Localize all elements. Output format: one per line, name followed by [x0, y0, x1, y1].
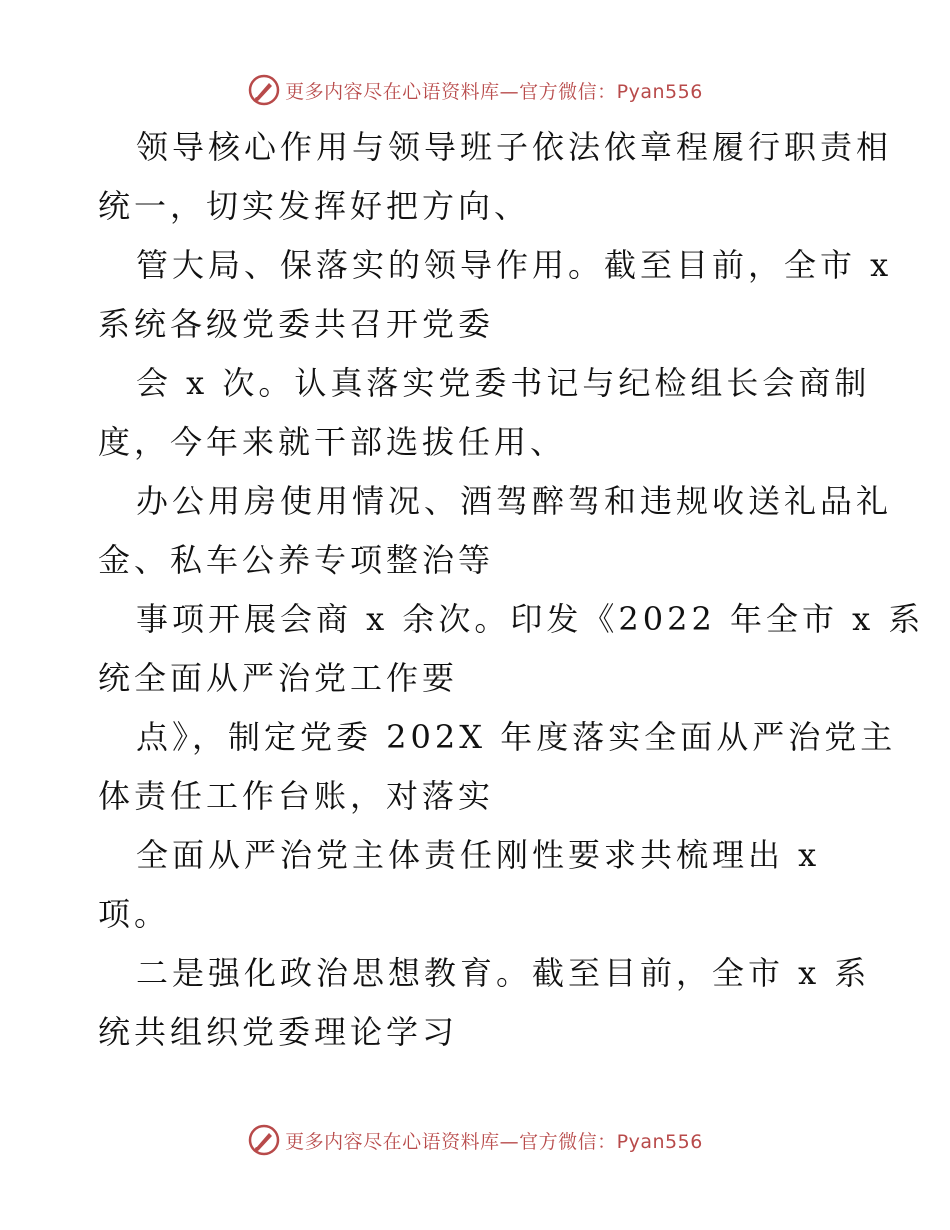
text-line: 事项开展会商 x 余次。印发《2022 年全市 x 系 — [136, 600, 925, 638]
text-line: 统一，切实发挥好把方向、 — [98, 187, 531, 225]
text-line: 点》，制定党委 202X 年度落实全面从严治党主 — [136, 718, 897, 756]
text-line: 统全面从严治党工作要 — [98, 659, 459, 697]
footer-watermark — [0, 1120, 950, 1160]
footer-watermark-text: 更多内容尽在心语资料库—官方微信：Pyan556 — [285, 1130, 703, 1153]
text-line: 金、私车公养专项整治等 — [98, 541, 495, 579]
text-line: 度，今年来就干部选拔任用、 — [98, 423, 567, 461]
text-line: 系统各级党委共召开党委 — [98, 305, 495, 343]
document-body — [98, 118, 925, 1062]
text-line: 会 x 次。认真落实党委书记与纪检组长会商制 — [136, 364, 871, 402]
header-watermark-text: 更多内容尽在心语资料库—官方微信：Pyan556 — [285, 80, 703, 103]
pen-logo-icon — [247, 1123, 281, 1157]
text-line: 二是强化政治思想教育。截至目前，全市 x 系 — [136, 954, 871, 992]
text-line: 全面从严治党主体责任刚性要求共梳理出 x — [136, 836, 821, 874]
text-line: 项。 — [98, 895, 171, 933]
text-line: 领导核心作用与领导班子依法依章程履行职责相 — [136, 128, 893, 166]
pen-logo-icon — [247, 73, 281, 107]
text-line: 统共组织党委理论学习 — [98, 1013, 459, 1051]
header-watermark — [0, 70, 950, 110]
text-line: 办公用房使用情况、酒驾醉驾和违规收送礼品礼 — [136, 482, 893, 520]
text-line: 体责任工作台账，对落实 — [98, 777, 495, 815]
text-line: 管大局、保落实的领导作用。截至目前，全市 x — [136, 246, 893, 284]
